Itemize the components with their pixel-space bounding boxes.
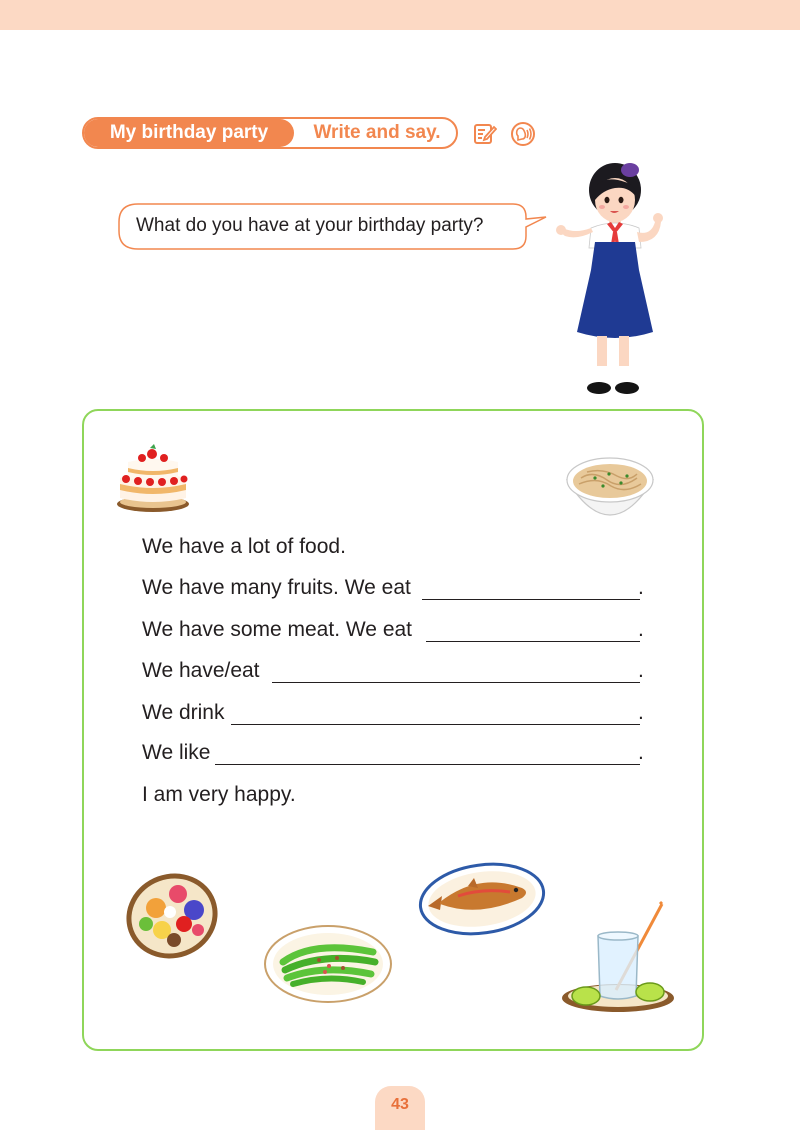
girl-illustration	[555, 160, 665, 405]
passage-line-1: We have a lot of food.	[142, 535, 346, 558]
answer-blank-2[interactable]	[426, 641, 640, 642]
unit-title: My birthday party	[84, 119, 294, 147]
unit-header	[82, 117, 458, 149]
speech-bubble-text: What do you have at your birthday party?	[136, 215, 484, 236]
passage-line-4: We have/eat	[142, 659, 260, 682]
noodle-bowl-icon	[563, 450, 657, 532]
write-pencil-icon	[473, 122, 497, 146]
vegetable-dish-icon	[263, 922, 393, 1004]
page-number-tab	[375, 1086, 425, 1130]
birthday-cake-icon	[114, 440, 192, 514]
speak-icon	[510, 121, 536, 147]
lemon-water-drink-icon	[560, 900, 680, 1018]
answer-blank-4[interactable]	[231, 724, 640, 725]
instruction-label: Write and say.	[313, 122, 441, 143]
fish-dish-icon	[418, 862, 546, 936]
fruit-plate-icon	[122, 870, 222, 962]
passage-line-6: We like	[142, 741, 211, 764]
blank-period-5: .	[638, 741, 644, 764]
passage-line-2: We have many fruits. We eat	[142, 576, 411, 599]
passage-line-5: We drink	[142, 701, 225, 724]
answer-blank-3[interactable]	[272, 682, 640, 683]
page-number: 43	[391, 1096, 409, 1113]
passage-line-7: I am very happy.	[142, 783, 296, 806]
answer-blank-1[interactable]	[422, 599, 640, 600]
passage-line-3: We have some meat. We eat	[142, 618, 413, 641]
blank-period-2: .	[638, 618, 644, 641]
blank-period-3: .	[638, 659, 644, 682]
answer-blank-5[interactable]	[215, 764, 640, 765]
blank-period-1: .	[638, 576, 644, 599]
blank-period-4: .	[638, 701, 644, 724]
top-band	[0, 0, 800, 30]
speech-bubble	[118, 203, 548, 251]
